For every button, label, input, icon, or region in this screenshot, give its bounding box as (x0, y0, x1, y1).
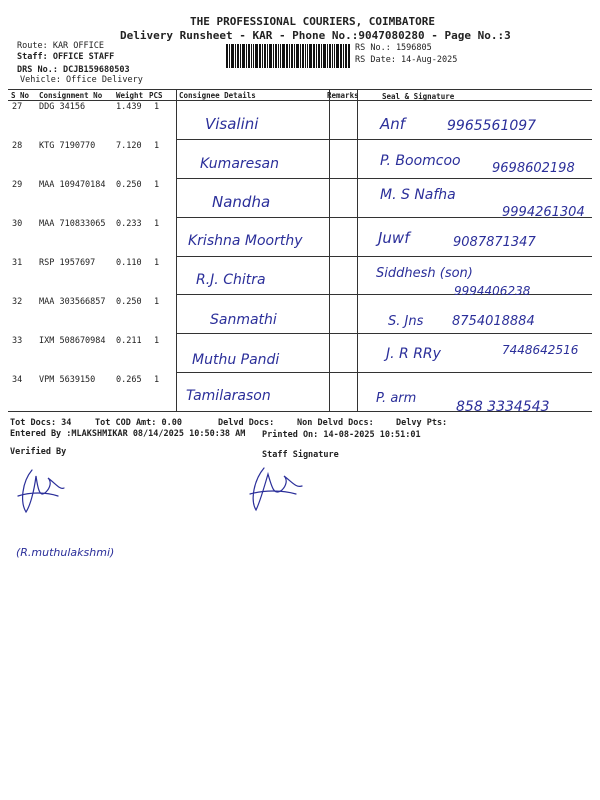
consignee-phone: 9965561097 (447, 118, 537, 134)
seal-signature: M. S Nafha (380, 187, 456, 203)
vehicle-label: Vehicle: Office Delivery (20, 75, 143, 85)
row-pcs: 1 (154, 297, 160, 307)
rs-number: RS No.: 1596805 (355, 43, 432, 53)
row-weight: 0.211 (116, 336, 142, 346)
consignee-name: Visalini (205, 115, 259, 133)
consignee-phone: 9994261304 (502, 205, 585, 220)
consignee-phone: 9698602198 (492, 161, 575, 176)
row-consignment: MAA 109470184 (39, 180, 106, 190)
row-divider (176, 333, 592, 334)
col-header-seal: Seal & Signature (382, 92, 455, 101)
row-consignment: DDG 34156 (39, 102, 86, 112)
row-pcs: 1 (154, 180, 160, 190)
seal-signature: Anf (380, 115, 406, 133)
col-header-pcs: PCS (149, 91, 163, 100)
consignee-name: Kumaresan (200, 156, 280, 172)
row-sno: 27 (12, 102, 23, 112)
row-pcs: 1 (154, 219, 160, 229)
row-divider (176, 372, 592, 373)
consignee-phone: 9087871347 (453, 235, 536, 250)
staff-signature (242, 462, 312, 517)
delivered-docs: Delvd Docs: (218, 418, 275, 428)
printed-on: Printed On: 14-08-2025 10:51:01 (262, 430, 421, 440)
row-consignment: RSP 1957697 (39, 258, 96, 268)
verifier-signature (12, 462, 72, 517)
runsheet-subtitle: Delivery Runsheet - KAR - Phone No.:9047080280 - Page No.:3 (120, 29, 511, 42)
seal-signature: P. arm (376, 391, 417, 406)
col-header-consignment: Consignment No (39, 91, 103, 100)
company-title: THE PROFESSIONAL COURIERS, COIMBATORE (190, 15, 436, 28)
delivery-points: Delvy Pts: (396, 418, 448, 428)
seal-signature: Juwf (378, 229, 410, 247)
row-weight: 0.250 (116, 297, 142, 307)
consignee-name: Tamilarason (186, 388, 271, 404)
row-weight: 0.110 (116, 258, 142, 268)
row-divider (176, 139, 592, 140)
row-divider (176, 256, 592, 257)
consignee-name: R.J. Chitra (196, 272, 266, 288)
total-docs: Tot Docs: 34 (10, 418, 72, 428)
rs-date: RS Date: 14-Aug-2025 (355, 55, 458, 65)
row-consignment: MAA 303566857 (39, 297, 106, 307)
consignee-name: Nandha (212, 193, 271, 211)
row-pcs: 1 (154, 258, 160, 268)
col-header-remarks: Remarks (327, 91, 359, 100)
col-header-sno: S No (11, 91, 30, 100)
verifier-name-note: (R.muthulakshmi) (16, 546, 115, 559)
col-divider-remarks (329, 89, 330, 411)
consignee-name: Krishna Moorthy (188, 233, 303, 249)
staff-label: Staff: OFFICE STAFF (17, 52, 115, 62)
total-cod-amount: Tot COD Amt: 0.00 (95, 418, 182, 428)
row-divider (176, 178, 592, 179)
row-pcs: 1 (154, 375, 160, 385)
non-delivered-docs: Non Delvd Docs: (297, 418, 374, 428)
table-header-border (8, 100, 592, 101)
col-header-consignee: Consignee Details (179, 91, 256, 100)
row-sno: 34 (12, 375, 23, 385)
col-divider-seal (357, 89, 358, 411)
barcode (226, 44, 350, 68)
row-pcs: 1 (154, 141, 160, 151)
row-sno: 33 (12, 336, 23, 346)
entered-by: Entered By :MLAKSHMIKAR 08/14/2025 10:50:38 AM (10, 429, 246, 439)
staff-signature-label: Staff Signature (262, 450, 339, 460)
seal-signature: P. Boomcoo (380, 153, 461, 169)
verified-by-label: Verified By (10, 447, 67, 457)
consignee-phone: 858 3334543 (456, 399, 550, 415)
col-divider-consignee (176, 89, 177, 411)
row-weight: 0.265 (116, 375, 142, 385)
row-weight: 0.250 (116, 180, 142, 190)
route-label: Route: KAR OFFICE (17, 41, 104, 51)
consignee-phone: 7448642516 (502, 343, 579, 357)
drs-number: DRS No.: DCJB159680503 (17, 65, 130, 75)
row-weight: 7.120 (116, 141, 142, 151)
row-sno: 29 (12, 180, 23, 190)
consignee-phone: 8754018884 (452, 314, 535, 329)
row-sno: 32 (12, 297, 23, 307)
row-consignment: IXM 508670984 (39, 336, 106, 346)
row-sno: 30 (12, 219, 23, 229)
row-weight: 1.439 (116, 102, 142, 112)
consignee-name: Muthu Pandi (192, 352, 280, 368)
col-header-weight: Weight (116, 91, 144, 100)
row-consignment: KTG 7190770 (39, 141, 96, 151)
row-pcs: 1 (154, 336, 160, 346)
table-top-border (8, 89, 592, 90)
seal-signature: J. R RRy (386, 346, 441, 362)
row-weight: 0.233 (116, 219, 142, 229)
row-pcs: 1 (154, 102, 160, 112)
row-consignment: MAA 710833065 (39, 219, 106, 229)
consignee-name: Sanmathi (210, 312, 277, 328)
row-consignment: VPM 5639150 (39, 375, 96, 385)
seal-signature: Siddhesh (son) (376, 266, 473, 281)
consignee-phone: 9994406238 (454, 284, 531, 298)
row-sno: 28 (12, 141, 23, 151)
seal-signature: S. Jns (388, 314, 424, 329)
row-sno: 31 (12, 258, 23, 268)
